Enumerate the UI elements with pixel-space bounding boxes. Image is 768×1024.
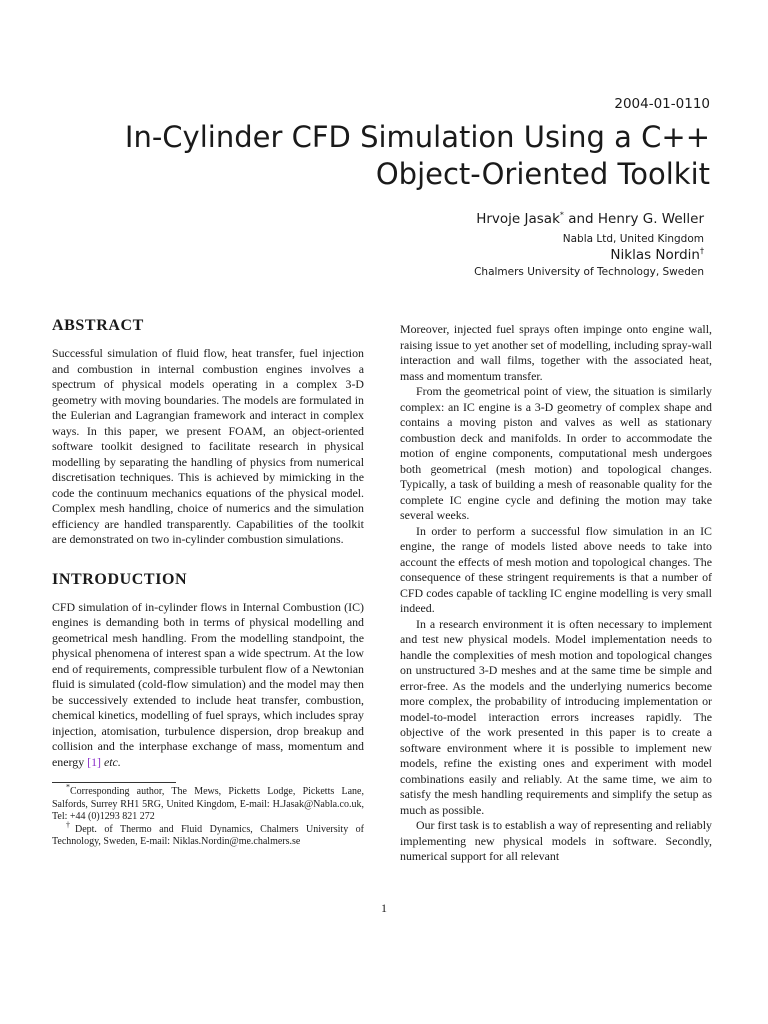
affiliation-nabla: Nabla Ltd, United Kingdom bbox=[562, 233, 704, 245]
author-line-1 bbox=[476, 211, 704, 227]
paragraph-2: From the geometrical point of view, the situation is similarly complex: an IC engine is a 3-D geometry of complex shape and contains a moving piston and valves as well as stationary combustion deck and manifolds. In order to accommodate the motion of engine components, computational mesh undergoes both geometrical (mesh motion) and topological changes. Typically, a task of building a mesh of reasonable quality for the complete IC engine cycle and defining the motion may take several weeks. bbox=[400, 384, 712, 522]
affiliation-chalmers: Chalmers University of Technology, Sweden bbox=[474, 266, 704, 278]
abstract-heading: ABSTRACT bbox=[52, 317, 144, 334]
author-mark-dagger: † bbox=[700, 246, 704, 256]
footnote-1-mark: * bbox=[66, 782, 70, 792]
citation-link[interactable]: [1] bbox=[87, 754, 101, 769]
footnote-1 bbox=[52, 782, 364, 824]
abstract-text: Successful simulation of fluid flow, heat transfer, fuel injection and combustion in internal combustion engines involves a spectrum of physical models operating in a complex 3-D geometry with moving boundaries. The models are formulated in the Eulerian and Lagrangian framework and interact in complex ways. In this paper, we present FOAM, an object-oriented software toolkit designed to facilitate research in physical modelling by separating the handling of physics from numerical discretisation techniques. This is achieved by mimicking in the code the continuum mechanics equations of the physical model. Complex mesh handling, choice of numerics and the simulation efficiency are handled transparently. Capabilities of the toolkit are demonstrated on two in-cylinder combustion simulations. bbox=[52, 346, 364, 546]
footnote-rule bbox=[52, 782, 176, 783]
right-column bbox=[400, 322, 712, 865]
author-line-2 bbox=[610, 247, 704, 263]
introduction-etc: etc. bbox=[103, 754, 121, 769]
paper-title bbox=[70, 119, 710, 193]
footnote-2-text: Dept. of Thermo and Fluid Dynamics, Chalmers University of Technology, Sweden, E-mail: Niklas.Nordin@me.chalmers.se bbox=[52, 823, 365, 847]
author-nordin: Niklas Nordin bbox=[610, 247, 700, 263]
paragraph-3: In order to perform a successful flow simulation in an IC engine, the range of models listed above needs to take into account the effects of mesh motion and topological changes. The consequence of these stringent requirements is that a number of CFD codes capable of tackling IC engine modelling is very small indeed. bbox=[400, 523, 712, 615]
paper-id: 2004-01-0110 bbox=[614, 96, 710, 112]
paragraph-4: In a research environment it is often necessary to implement and test new physical models. Model implementation needs to handle the complexities of mesh motion and topological changes on unstructured 3-D meshes and at the same time be simple and error-free. As the models and the underlying numerics become more complex, the probability of introducing implementation or model-to-model interaction errors increases rapidly. The objective of the work presented in this paper is to create a software environment where it is possible to implement new models, refine the existing ones and experiment with model combinations easily and reliably. At the same time, we aim to satisfy the mesh handling requirements and simplify the setup as much as possible. bbox=[400, 616, 712, 817]
footnotes bbox=[52, 782, 365, 849]
left-column bbox=[52, 316, 364, 849]
introduction-heading: INTRODUCTION bbox=[52, 570, 188, 588]
footnote-2 bbox=[52, 820, 365, 849]
introduction-body: CFD simulation of in-cylinder flows in Internal Combustion (IC) engines is demanding both in terms of physical modelling and geometrical mesh handling. From the modelling standpoint, the physical phenomena of interest span a wide spectrum. At the low end of requirements, compressible turbulent flow of a Newtonian fluid is simulated (cold-flow simulation) and the model may then be successively extended to include heat transfer, combustion, chemical kinetics, modelling of fuel sprays, which includes spray injection, atomisation, turbulence dispersion, drop breakup and collision and the interphase exchange of mass, momentum and energy bbox=[52, 599, 364, 769]
author-mark-star: * bbox=[559, 210, 564, 220]
paragraph-1: Moreover, injected fuel sprays often impinge onto engine wall, raising issue to yet another set of modelling, including spray-wall interaction and wall films, together with the associated heat, mass and momentum transfer. bbox=[400, 322, 712, 383]
page-number: 1 bbox=[381, 901, 387, 915]
title-line-1: In-Cylinder CFD Simulation Using a C++ bbox=[124, 120, 710, 154]
title-line-2: Object-Oriented Toolkit bbox=[375, 157, 710, 191]
introduction-text bbox=[52, 600, 364, 771]
footnote-1-text: Corresponding author, The Mews, Picketts Lodge, Picketts Lane, Salfords, Surrey RH1 5RG, United Kingdom, E-mail: H.Jasak@Nabla.co.uk, Tel: +44 (0)1293 821 272 bbox=[52, 786, 364, 822]
footnote-2-mark: † bbox=[66, 820, 75, 830]
author-jasak: Hrvoje Jasak bbox=[476, 211, 560, 227]
author-weller: and Henry G. Weller bbox=[563, 211, 704, 227]
paragraph-5: Our first task is to establish a way of representing and reliably implementing new physical models in software. Secondly, numerical support for all relevant bbox=[400, 818, 712, 863]
